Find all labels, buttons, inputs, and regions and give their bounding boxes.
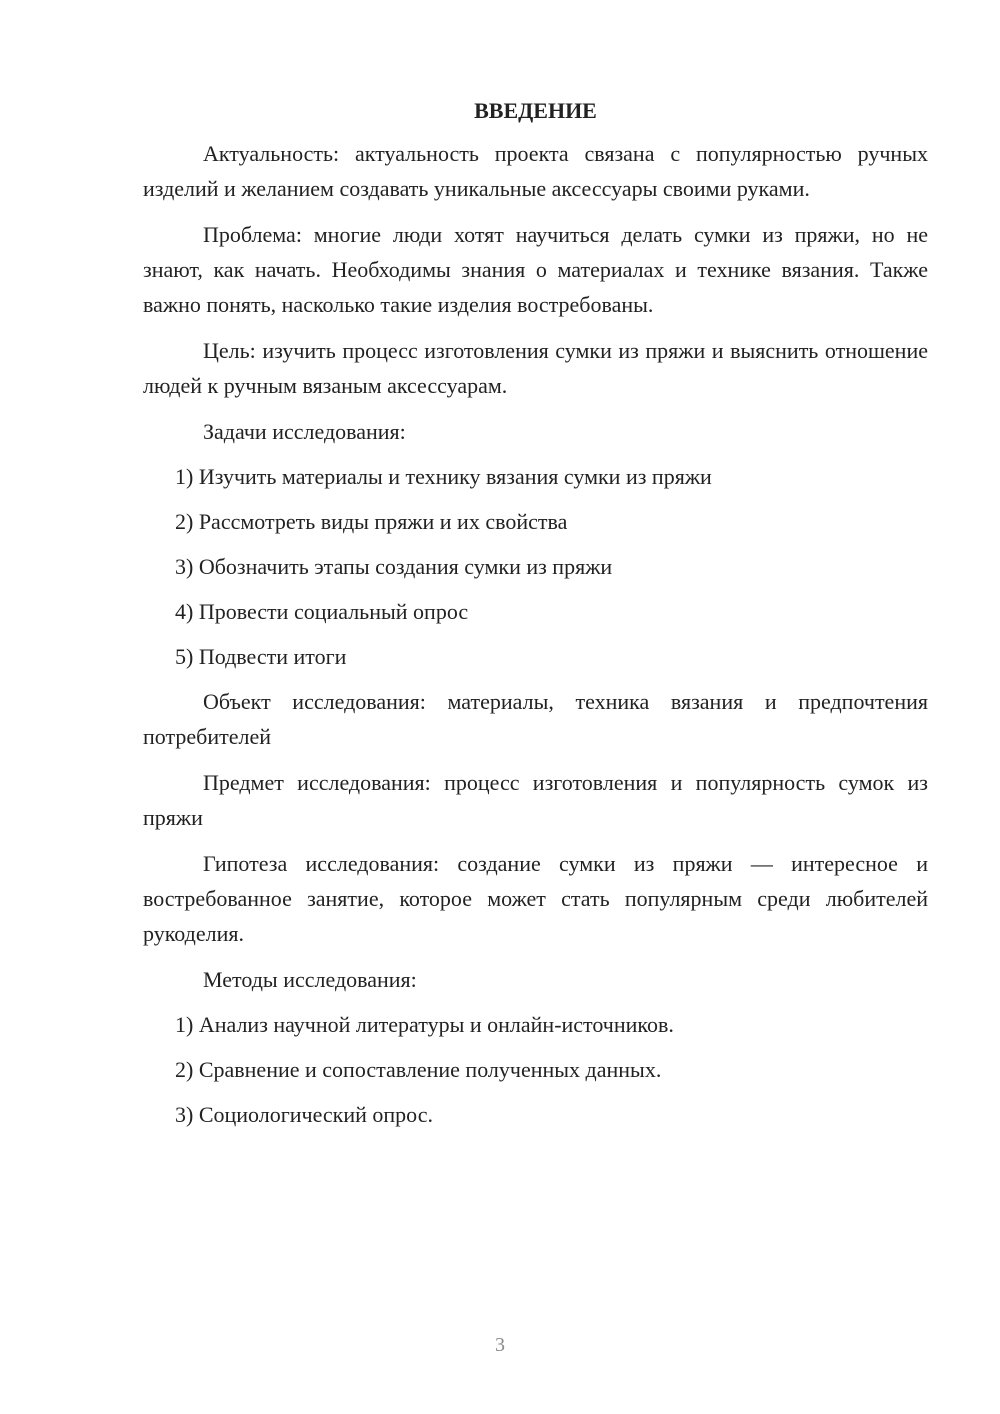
object-paragraph: Объект исследования: материалы, техника вязания и предпочтения потребителей (143, 689, 928, 749)
methods-list (143, 1007, 928, 1132)
method-item: 2) Сравнение и сопоставление полученных данных. (175, 1057, 662, 1082)
relevance-paragraph: Актуальность: актуальность проекта связана с популярностью ручных изделий и желанием создавать уникальные аксессуары своими руками. (143, 141, 928, 201)
page-content (143, 96, 928, 1142)
tasks-list (143, 459, 928, 674)
hypothesis-paragraph: Гипотеза исследования: создание сумки из пряжи — интересное и востребованное занятие, которое может стать популярным среди любителей рукоделия. (143, 851, 928, 946)
method-item: 3) Социологический опрос. (175, 1102, 433, 1127)
task-item: 2) Рассмотреть виды пряжи и их свойства (175, 509, 568, 534)
task-item: 1) Изучить материалы и технику вязания сумки из пряжи (175, 464, 712, 489)
task-item: 4) Провести социальный опрос (175, 599, 469, 624)
tasks-heading: Задачи исследования: (203, 419, 406, 444)
method-item: 1) Анализ научной литературы и онлайн-источников. (175, 1012, 674, 1037)
problem-paragraph: Проблема: многие люди хотят научиться делать сумки из пряжи, но не знают, как начать. Необходимы знания о материалах и технике вязания. Также важно понять, насколько такие изделия востребованы. (143, 222, 928, 317)
page-title: ВВЕДЕНИЕ (474, 98, 597, 123)
task-item: 3) Обозначить этапы создания сумки из пряжи (175, 554, 613, 579)
page-number: 3 (495, 1334, 505, 1356)
methods-heading: Методы исследования: (203, 967, 417, 992)
task-item: 5) Подвести итоги (175, 644, 347, 669)
subject-paragraph: Предмет исследования: процесс изготовления и популярность сумок из пряжи (143, 770, 928, 830)
goal-paragraph: Цель: изучить процесс изготовления сумки из пряжи и выяснить отношение людей к ручным вязаным аксессуарам. (143, 338, 928, 398)
